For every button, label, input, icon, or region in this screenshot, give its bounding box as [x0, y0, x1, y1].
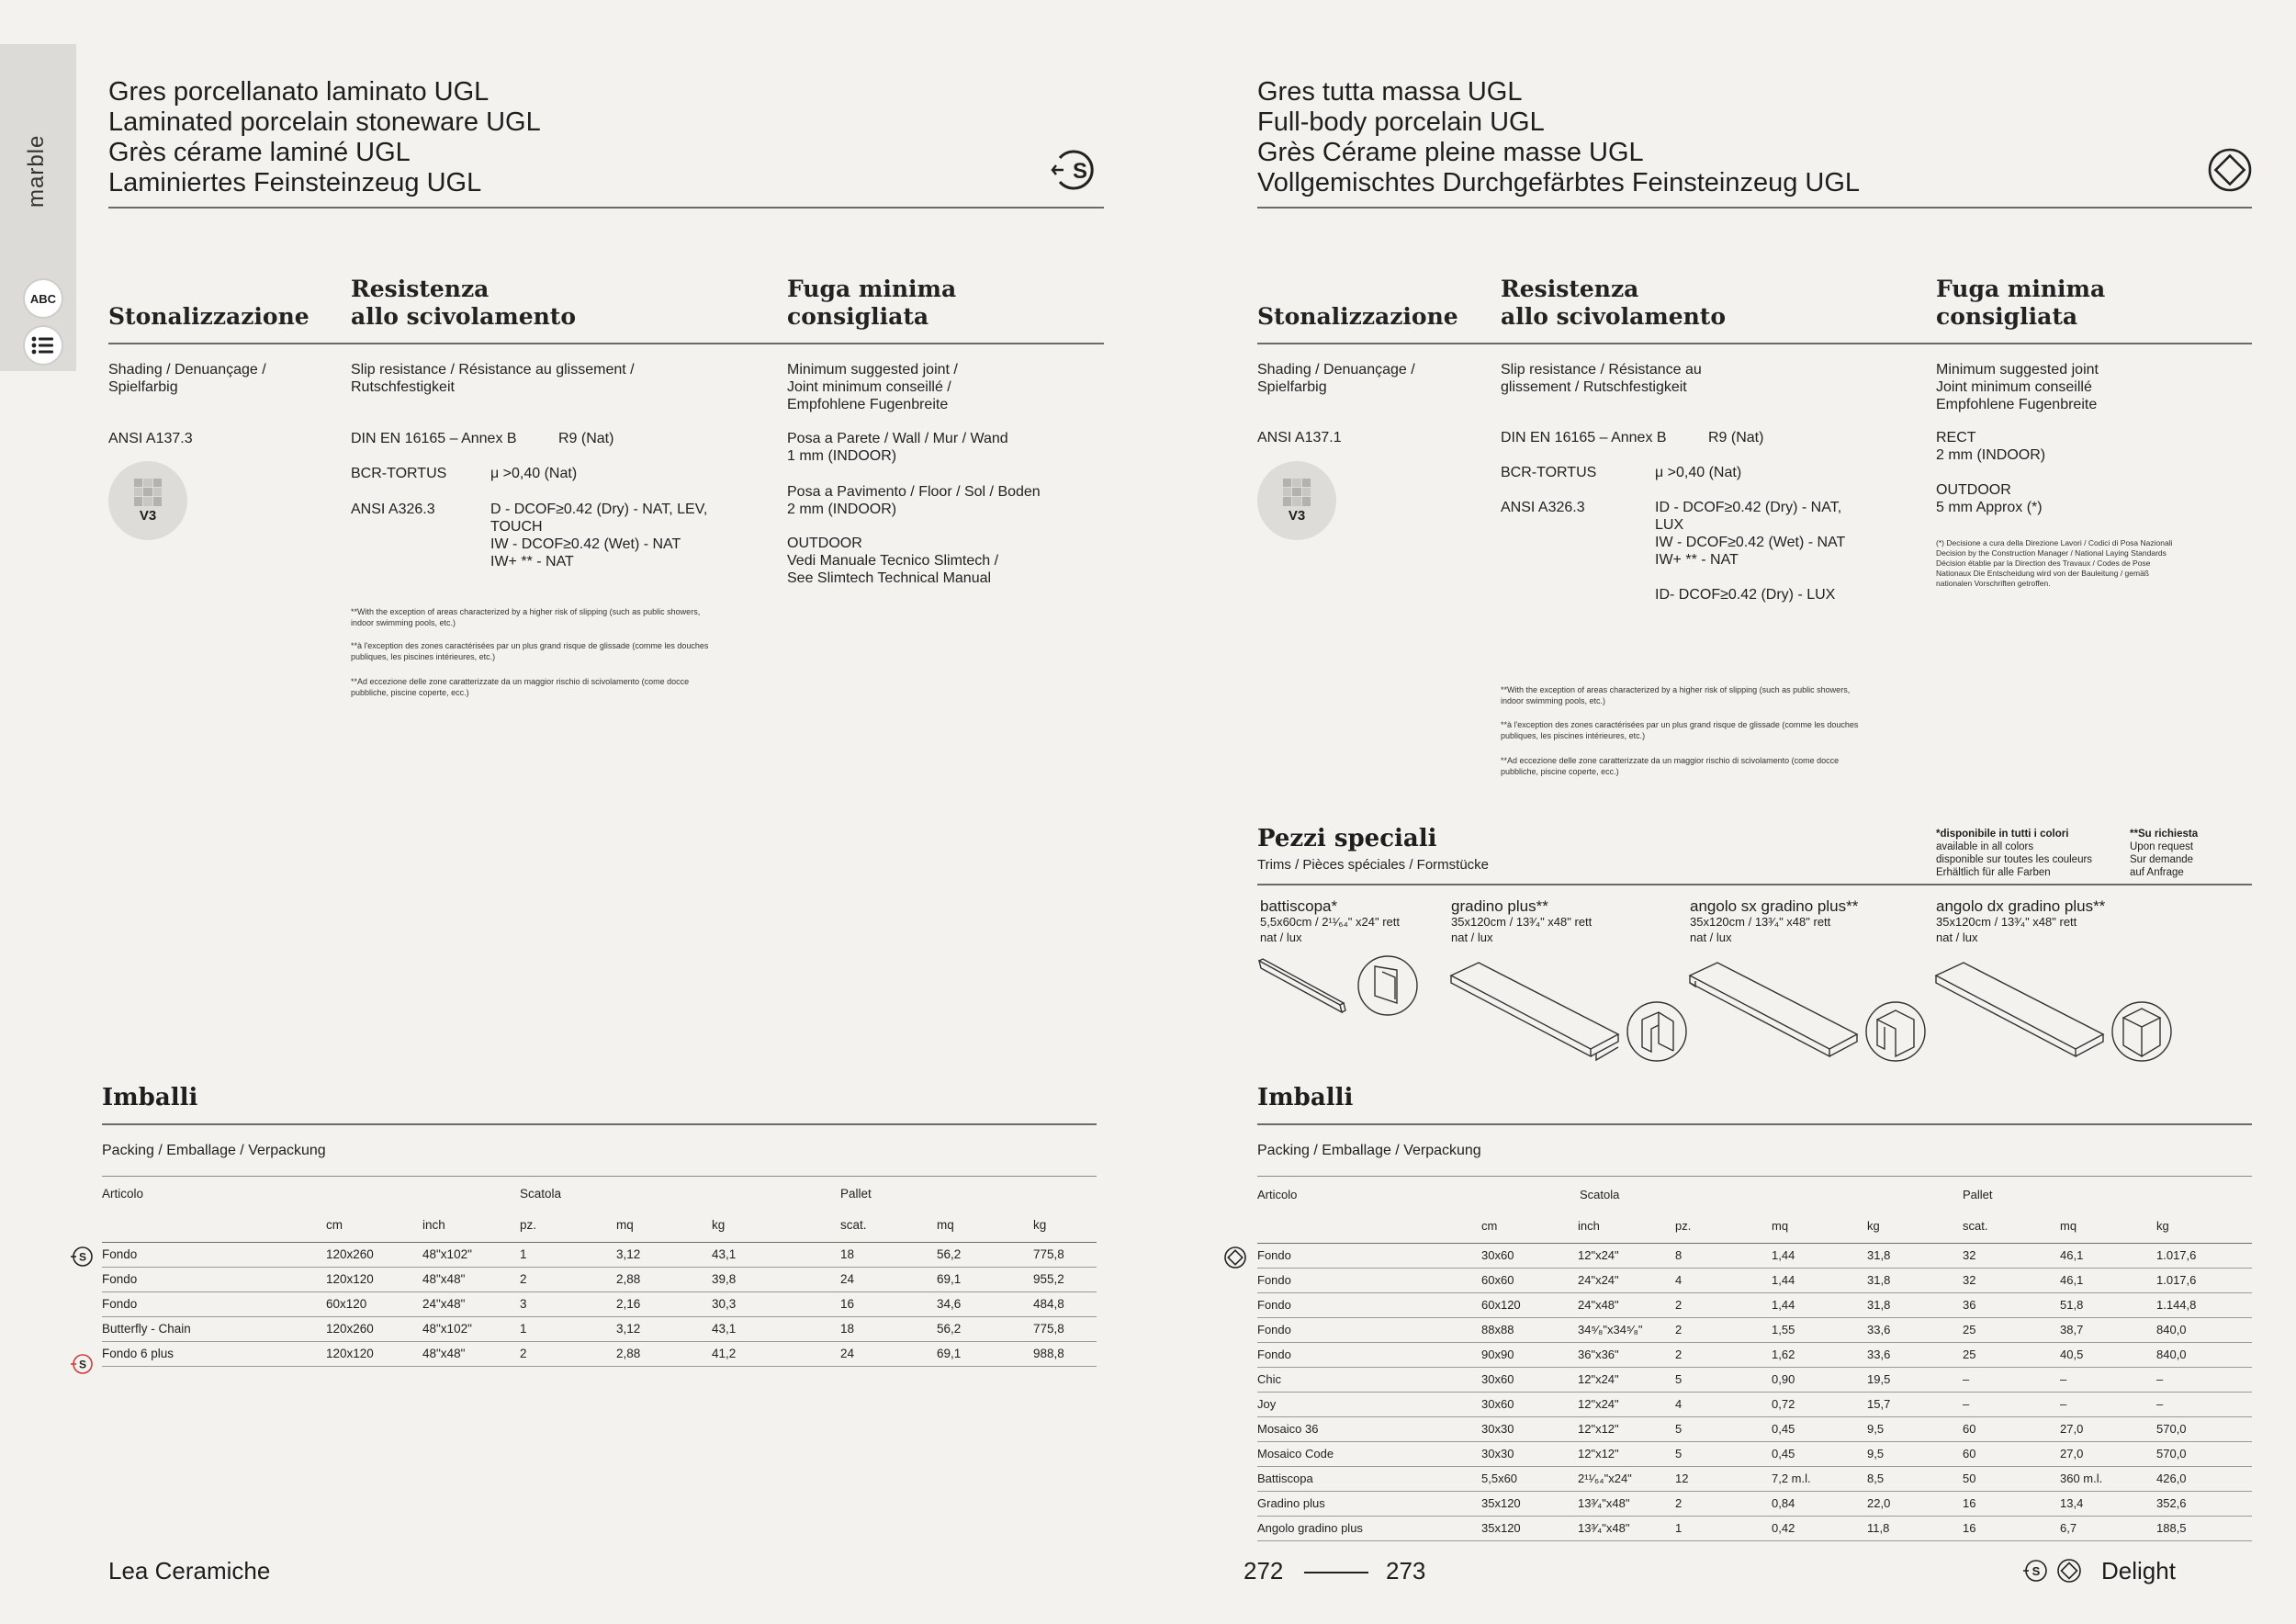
table-cell: 1.144,8 — [2156, 1292, 2252, 1317]
table-cell: 12"x24" — [1578, 1392, 1675, 1416]
right-slip-bcr: BCR-TORTUS — [1501, 465, 1597, 480]
col-sqm: mq — [616, 1209, 712, 1242]
left-packing-group-header — [102, 1178, 1097, 1209]
trim-item-step-right — [1936, 898, 2105, 945]
col-group-article: Articolo — [102, 1186, 144, 1201]
left-shading-sub: Shading / Denuançage / Spielfarbig — [108, 362, 266, 395]
table-row — [1257, 1367, 2252, 1392]
right-joint-rect: RECT 2 mm (INDOOR) — [1936, 430, 2046, 463]
table-cell: 25 — [1963, 1342, 2060, 1367]
left-slip-note-it: **Ad eccezione delle zone caratterizzate da un maggior rischio di scivolamento (come docce pubbliche, piscine coperte, ecc.) — [351, 677, 690, 697]
left-title-it: Gres porcellanato laminato UGL — [108, 77, 490, 107]
shading-icon — [134, 479, 162, 506]
table-cell: 22,0 — [1867, 1491, 1963, 1516]
left-joint-wall: Posa a Parete / Wall / Mur / Wand 1 mm (INDOOR) — [787, 431, 1008, 464]
table-cell: 13³⁄₄"x48" — [1578, 1516, 1675, 1540]
left-title-block — [108, 77, 541, 198]
table-cell: 12 — [1675, 1466, 1772, 1491]
table-cell: 0,84 — [1772, 1491, 1867, 1516]
trims-sub: Trims / Pièces spéciales / Formstücke — [1257, 857, 1490, 873]
full-body-diamond-icon — [2208, 148, 2252, 197]
col-pcs: pz. — [1675, 1210, 1772, 1243]
left-slip-heading-1: Resistenza — [351, 276, 490, 302]
trims-req-label: **Su richiesta — [2130, 829, 2199, 840]
table-cell: 9,5 — [1867, 1416, 1963, 1441]
trim-name: gradino plus** — [1451, 897, 1548, 915]
right-slip-din: DIN EN 16165 – Annex B — [1501, 430, 1667, 445]
table-row — [1257, 1466, 2252, 1491]
table-cell: Fondo — [1257, 1292, 1481, 1317]
step-drawing — [1449, 955, 1688, 1066]
right-spec-rule — [1257, 343, 2252, 344]
col-pallet-sqm: mq — [937, 1209, 1033, 1242]
table-cell: 360 m.l. — [2060, 1466, 2156, 1491]
left-title-en: Laminated porcelain stoneware UGL — [108, 107, 541, 137]
table-cell: 33,6 — [1867, 1342, 1963, 1367]
table-cell: 31,8 — [1867, 1292, 1963, 1317]
trims-request-note — [2130, 828, 2198, 879]
table-cell: 570,0 — [2156, 1416, 2252, 1441]
table-cell: – — [1963, 1367, 2060, 1392]
step-corner-left-drawing — [1688, 955, 1927, 1066]
table-cell: 11,8 — [1867, 1516, 1963, 1540]
table-cell: 16 — [1963, 1491, 2060, 1516]
left-slip-din-value: R9 (Nat) — [558, 431, 614, 446]
side-tab-label: marble — [24, 134, 49, 208]
right-joint-heading — [1936, 276, 2105, 331]
table-cell: Fondo — [1257, 1342, 1481, 1367]
table-row — [1257, 1416, 2252, 1441]
left-packing-rule — [102, 1123, 1097, 1125]
col-inch: inch — [422, 1209, 520, 1242]
list-icon[interactable] — [23, 325, 63, 366]
table-cell: 60x60 — [1481, 1268, 1578, 1292]
col-group-article: Articolo — [1257, 1187, 1298, 1201]
table-cell: 46,1 — [2060, 1268, 2156, 1292]
left-slip-bcr: BCR-TORTUS — [351, 466, 447, 481]
table-cell: 25 — [1963, 1317, 2060, 1342]
right-v3-badge — [1257, 461, 1336, 540]
left-spec-rule — [108, 343, 1104, 344]
svg-text:S: S — [78, 1250, 87, 1264]
right-shading-standard: ANSI A137.1 — [1257, 430, 1342, 445]
col-sqm: mq — [1772, 1210, 1867, 1243]
table-cell: Joy — [1257, 1392, 1481, 1416]
right-packing-rule — [1257, 1123, 2252, 1125]
table-cell: 60 — [1963, 1416, 2060, 1441]
table-cell: 4 — [1675, 1268, 1772, 1292]
table-cell: 60x120 — [1481, 1292, 1578, 1317]
left-slip-sub: Slip resistance / Résistance au glissement / Rutschfestigkeit — [351, 362, 635, 395]
table-cell: Mosaico 36 — [1257, 1416, 1481, 1441]
trim-item-skirting — [1260, 898, 1400, 945]
right-title-rule — [1257, 207, 2252, 209]
table-cell: 5,5x60 — [1481, 1466, 1578, 1491]
trim-dim: 35x120cm / 13³⁄₄" x48" rett — [1936, 915, 2077, 929]
left-joint-heading-1: Fuga minima — [787, 276, 957, 302]
table-cell: 5 — [1675, 1367, 1772, 1392]
left-slip-note-en: **With the exception of areas characterized by a higher risk of slipping (such as public showers, indoor swimming pools, etc.) — [351, 607, 701, 627]
table-cell: 6,7 — [2060, 1516, 2156, 1540]
right-joint-heading-2: consigliata — [1936, 303, 2078, 330]
trims-rule — [1257, 884, 2252, 885]
col-group-pallet: Pallet — [840, 1186, 872, 1201]
table-cell: 33,6 — [1867, 1317, 1963, 1342]
table-cell: 60 — [1963, 1441, 2060, 1466]
trim-item-step — [1451, 898, 1592, 945]
table-cell: – — [2156, 1392, 2252, 1416]
col-cm: cm — [326, 1209, 422, 1242]
table-cell: Fondo — [1257, 1243, 1481, 1268]
svg-text:S: S — [78, 1358, 87, 1371]
table-cell: 12"x24" — [1578, 1367, 1675, 1392]
right-slip-din-value: R9 (Nat) — [1708, 430, 1764, 445]
table-cell: 2 — [1675, 1342, 1772, 1367]
page-number-divider — [1304, 1572, 1368, 1573]
table-row: Fondo 120x260 48"x102" 1 3,12 43,1 18 56,2 775,8 — [102, 1242, 1097, 1267]
right-slip-ansi-value: ID - DCOF≥0.42 (Dry) - NAT, LUX IW - DCOF≥0.42 (Wet) - NAT IW+ ** - NAT — [1655, 500, 1846, 568]
table-cell: 30x30 — [1481, 1441, 1578, 1466]
footer-collection-name: Delight — [2101, 1557, 2176, 1585]
page-number-right: 273 — [1386, 1557, 1426, 1585]
table-cell: Fondo — [1257, 1268, 1481, 1292]
col-boxes: scat. — [840, 1209, 937, 1242]
right-packing-title: Imballi — [1257, 1084, 1354, 1111]
right-packing-rule-2 — [1257, 1176, 2252, 1177]
right-slip-note-fr: **à l'exception des zones caractérisées par un plus grand risque de glissade (comme les douches publiques, les piscines intérieures, etc.) — [1501, 720, 1859, 740]
table-row: Fondo 60x120 24"x48" 3 2,16 30,3 16 34,6 484,8 — [102, 1291, 1097, 1316]
table-row — [1257, 1392, 2252, 1416]
table-cell: – — [2060, 1367, 2156, 1392]
col-group-box: Scatola — [520, 1186, 562, 1201]
table-cell: Angolo gradino plus — [1257, 1516, 1481, 1540]
table-cell: 12"x12" — [1578, 1416, 1675, 1441]
table-cell: 30x60 — [1481, 1367, 1578, 1392]
left-title-rule — [108, 207, 1104, 209]
table-row: Fondo 120x120 48"x48" 2 2,88 39,8 24 69,1 955,2 — [102, 1267, 1097, 1291]
table-cell: 2 — [1675, 1491, 1772, 1516]
left-slip-din: DIN EN 16165 – Annex B — [351, 431, 517, 446]
left-slip-heading — [351, 276, 576, 331]
col-pcs: pz. — [520, 1209, 616, 1242]
table-cell: Chic — [1257, 1367, 1481, 1392]
left-packing-col-header — [102, 1209, 1097, 1242]
trims-availability-note — [1936, 828, 2092, 879]
left-v3-badge — [108, 461, 187, 540]
col-pallet-kg: kg — [1033, 1209, 1097, 1242]
table-cell: 0,72 — [1772, 1392, 1867, 1416]
slim-s-row-icon — [70, 1246, 94, 1272]
trim-finish: nat / lux — [1451, 930, 1493, 944]
full-body-row-icon — [1223, 1246, 1247, 1274]
right-slip-heading-2: allo scivolamento — [1501, 303, 1727, 330]
right-slip-sub: Slip resistance / Résistance au glissement / Rutschfestigkeit — [1501, 362, 1702, 395]
right-title-it: Gres tutta massa UGL — [1257, 77, 1523, 107]
table-cell: – — [1963, 1392, 2060, 1416]
table-cell: 8 — [1675, 1243, 1772, 1268]
table-cell: 1.017,6 — [2156, 1243, 2252, 1268]
table-cell: 0,45 — [1772, 1441, 1867, 1466]
table-cell: 4 — [1675, 1392, 1772, 1416]
table-cell: 426,0 — [2156, 1466, 2252, 1491]
side-tab — [0, 44, 76, 371]
left-joint-floor: Posa a Pavimento / Floor / Sol / Boden 2 mm (INDOOR) — [787, 484, 1041, 517]
table-cell: 31,8 — [1867, 1268, 1963, 1292]
table-cell: 30x60 — [1481, 1392, 1578, 1416]
table-cell: 12"x12" — [1578, 1441, 1675, 1466]
table-cell: 1.017,6 — [2156, 1268, 2252, 1292]
shading-icon — [1283, 479, 1311, 506]
table-cell: 1,44 — [1772, 1243, 1867, 1268]
trims-avail-label: *disponibile in tutti i colori — [1936, 829, 2069, 840]
right-title-en: Full-body porcelain UGL — [1257, 107, 1545, 137]
right-slip-ansi: ANSI A326.3 — [1501, 500, 1585, 515]
table-cell: 12"x24" — [1578, 1243, 1675, 1268]
table-cell: 90x90 — [1481, 1342, 1578, 1367]
table-cell: 840,0 — [2156, 1317, 2252, 1342]
table-cell: 1,55 — [1772, 1317, 1867, 1342]
col-pallet-sqm: mq — [2060, 1210, 2156, 1243]
table-cell: 51,8 — [2060, 1292, 2156, 1317]
abc-icon[interactable]: ABC — [23, 278, 63, 319]
table-row — [1257, 1491, 2252, 1516]
trim-name: angolo sx gradino plus** — [1690, 897, 1859, 915]
table-cell: 13³⁄₄"x48" — [1578, 1491, 1675, 1516]
table-cell: 5 — [1675, 1441, 1772, 1466]
table-row — [1257, 1292, 2252, 1317]
table-cell: 8,5 — [1867, 1466, 1963, 1491]
table-cell: 16 — [1963, 1516, 2060, 1540]
table-cell: 46,1 — [2060, 1243, 2156, 1268]
right-joint-outdoor: OUTDOOR 5 mm Approx (*) — [1936, 482, 2043, 515]
table-row — [1257, 1268, 2252, 1292]
right-packing-table — [1257, 1179, 2252, 1541]
left-packing-sub: Packing / Emballage / Verpackung — [102, 1143, 326, 1158]
left-joint-heading-2: consigliata — [787, 303, 929, 330]
svg-text:S: S — [2032, 1564, 2041, 1578]
table-cell: 36"x36" — [1578, 1342, 1675, 1367]
col-inch: inch — [1578, 1210, 1675, 1243]
table-cell: 840,0 — [2156, 1342, 2252, 1367]
table-cell: 24"x24" — [1578, 1268, 1675, 1292]
table-cell: – — [2060, 1392, 2156, 1416]
right-packing-sub: Packing / Emballage / Verpackung — [1257, 1143, 1481, 1158]
trim-name: battiscopa* — [1260, 897, 1338, 915]
skirting-drawing — [1257, 952, 1423, 1016]
svg-text:S: S — [1072, 159, 1088, 184]
right-packing-col-header — [1257, 1210, 2252, 1243]
col-group-box: Scatola — [1580, 1187, 1620, 1201]
table-cell: 50 — [1963, 1466, 2060, 1491]
table-cell: 35x120 — [1481, 1491, 1578, 1516]
left-packing-title: Imballi — [102, 1084, 198, 1111]
table-cell: 32 — [1963, 1243, 2060, 1268]
table-cell: 34⁵⁄₈"x34⁵⁄₈" — [1578, 1317, 1675, 1342]
right-slip-note-en: **With the exception of areas characterized by a higher risk of slipping (such as public showers, indoor swimming pools, etc.) — [1501, 685, 1851, 705]
table-cell: 0,45 — [1772, 1416, 1867, 1441]
table-row — [1257, 1516, 2252, 1540]
step-corner-right-drawing — [1934, 955, 2173, 1066]
left-title-de: Laminiertes Feinsteinzeug UGL — [108, 168, 482, 197]
table-cell: 2¹¹⁄₆₄"x24" — [1578, 1466, 1675, 1491]
table-cell: 13,4 — [2060, 1491, 2156, 1516]
table-row: Fondo 6 plus 120x120 48"x48" 2 2,88 41,2 24 69,1 988,8 — [102, 1341, 1097, 1366]
table-cell: 40,5 — [2060, 1342, 2156, 1367]
table-cell: Battiscopa — [1257, 1466, 1481, 1491]
table-cell: 24"x48" — [1578, 1292, 1675, 1317]
right-packing-group-header — [1257, 1179, 2252, 1210]
trim-finish: nat / lux — [1260, 930, 1302, 944]
trim-name: angolo dx gradino plus** — [1936, 897, 2106, 915]
table-cell: 0,90 — [1772, 1367, 1867, 1392]
trim-item-step-left — [1690, 898, 1858, 945]
right-slip-ansi-lux: ID- DCOF≥0.42 (Dry) - LUX — [1655, 587, 1836, 603]
col-cm: cm — [1481, 1210, 1578, 1243]
table-cell: 352,6 — [2156, 1491, 2252, 1516]
table-cell: 19,5 — [1867, 1367, 1963, 1392]
table-row — [1257, 1243, 2252, 1268]
left-slip-heading-2: allo scivolamento — [351, 303, 577, 330]
table-cell: 2 — [1675, 1317, 1772, 1342]
table-cell: 88x88 — [1481, 1317, 1578, 1342]
slim-s-red-row-icon — [70, 1353, 94, 1380]
table-cell: Gradino plus — [1257, 1491, 1481, 1516]
table-cell: 0,42 — [1772, 1516, 1867, 1540]
right-joint-note: (*) Decisione a cura della Direzione Lavori / Codici di Posa Nazionali Decision by the Construction Manager / National Laying Standards Décision établie par la Direction des Travaux / Codes de Pose Nationaux Die Entscheidung wird von der Bauleitung / gemäß nationalen Vorschriften getroffen. — [1936, 538, 2173, 588]
right-v3-label: V3 — [1288, 507, 1306, 524]
slim-s-icon — [1051, 147, 1102, 197]
trims-req-sub: Upon request Sur demande auf Anfrage — [2130, 841, 2194, 878]
left-packing-rule-2 — [102, 1176, 1097, 1177]
trim-dim: 5,5x60cm / 2¹¹⁄₆₄" x24" rett — [1260, 915, 1401, 929]
table-cell: 9,5 — [1867, 1441, 1963, 1466]
table-cell: 27,0 — [2060, 1441, 2156, 1466]
left-title-fr: Grès cérame laminé UGL — [108, 138, 411, 167]
table-row — [1257, 1441, 2252, 1466]
footer-diamond-icon — [2056, 1558, 2082, 1588]
right-slip-note-it: **Ad eccezione delle zone caratterizzate da un maggior rischio di scivolamento (come docce pubbliche, piscine coperte, ecc.) — [1501, 756, 1840, 776]
right-slip-heading — [1501, 276, 1726, 331]
left-shading-heading: Stonalizzazione — [108, 303, 310, 330]
left-slip-ansi: ANSI A326.3 — [351, 502, 435, 517]
table-cell: 570,0 — [2156, 1441, 2252, 1466]
trim-finish: nat / lux — [1690, 930, 1732, 944]
table-cell: 188,5 — [2156, 1516, 2252, 1540]
left-slip-note-fr: **à l'exception des zones caractérisées par un plus grand risque de glissade (comme les douches publiques, les piscines intérieures, etc.) — [351, 641, 709, 661]
left-slip-bcr-value: μ >0,40 (Nat) — [490, 466, 578, 481]
left-v3-label: V3 — [139, 507, 157, 524]
trim-dim: 35x120cm / 13³⁄₄" x48" rett — [1690, 915, 1831, 929]
footer-slim-s-icon — [2021, 1558, 2049, 1588]
table-row: Butterfly - Chain 120x260 48"x102" 1 3,12 43,1 18 56,2 775,8 — [102, 1316, 1097, 1341]
col-boxes: scat. — [1963, 1210, 2060, 1243]
table-cell: Mosaico Code — [1257, 1441, 1481, 1466]
table-cell: 1 — [1675, 1516, 1772, 1540]
table-cell: 1,44 — [1772, 1292, 1867, 1317]
table-cell: 1,62 — [1772, 1342, 1867, 1367]
right-shading-heading: Stonalizzazione — [1257, 303, 1458, 330]
right-title-block — [1257, 77, 1860, 198]
left-footer-brand: Lea Ceramiche — [108, 1557, 271, 1585]
table-cell: 35x120 — [1481, 1516, 1578, 1540]
table-cell: 38,7 — [2060, 1317, 2156, 1342]
left-packing-table — [102, 1178, 1097, 1367]
table-cell: 30x30 — [1481, 1416, 1578, 1441]
col-kg: kg — [712, 1209, 840, 1242]
trim-dim: 35x120cm / 13³⁄₄" x48" rett — [1451, 915, 1593, 929]
right-joint-sub: Minimum suggested joint Joint minimum conseillé Empfohlene Fugenbreite — [1936, 362, 2099, 412]
left-joint-sub: Minimum suggested joint / Joint minimum conseillé / Empfohlene Fugenbreite — [787, 362, 958, 412]
page-number-left: 272 — [1244, 1557, 1284, 1585]
left-shading-standard: ANSI A137.3 — [108, 431, 193, 446]
right-joint-heading-1: Fuga minima — [1936, 276, 2106, 302]
left-joint-heading — [787, 276, 956, 331]
table-cell: 7,2 m.l. — [1772, 1466, 1867, 1491]
trim-finish: nat / lux — [1936, 930, 1978, 944]
col-pallet-kg: kg — [2156, 1210, 2252, 1243]
left-joint-outdoor: OUTDOOR Vedi Manuale Tecnico Slimtech / See Slimtech Technical Manual — [787, 536, 999, 586]
right-slip-bcr-value: μ >0,40 (Nat) — [1655, 465, 1742, 480]
right-slip-heading-1: Resistenza — [1501, 276, 1639, 302]
table-cell: 32 — [1963, 1268, 2060, 1292]
trims-avail-sub: available in all colors disponible sur toutes les couleurs Erhältlich für alle Farben — [1936, 841, 2093, 878]
right-title-de: Vollgemischtes Durchgefärbtes Feinsteinzeug UGL — [1257, 168, 1861, 197]
left-slip-ansi-value: D - DCOF≥0.42 (Dry) - NAT, LEV, TOUCH IW - DCOF≥0.42 (Wet) - NAT IW+ ** - NAT — [490, 502, 708, 570]
table-cell: 31,8 — [1867, 1243, 1963, 1268]
table-row — [1257, 1342, 2252, 1367]
trims-title: Pezzi speciali — [1257, 825, 1437, 852]
table-cell: 5 — [1675, 1416, 1772, 1441]
table-cell: 27,0 — [2060, 1416, 2156, 1441]
table-cell: 15,7 — [1867, 1392, 1963, 1416]
table-cell: 36 — [1963, 1292, 2060, 1317]
right-title-fr: Grès Cérame pleine masse UGL — [1257, 138, 1644, 167]
table-cell: 1,44 — [1772, 1268, 1867, 1292]
table-cell: 2 — [1675, 1292, 1772, 1317]
col-group-pallet: Pallet — [1963, 1187, 1993, 1201]
table-cell: Fondo — [1257, 1317, 1481, 1342]
table-cell: – — [2156, 1367, 2252, 1392]
table-row — [1257, 1317, 2252, 1342]
table-cell: 30x60 — [1481, 1243, 1578, 1268]
col-kg: kg — [1867, 1210, 1963, 1243]
right-shading-sub: Shading / Denuançage / Spielfarbig — [1257, 362, 1415, 395]
